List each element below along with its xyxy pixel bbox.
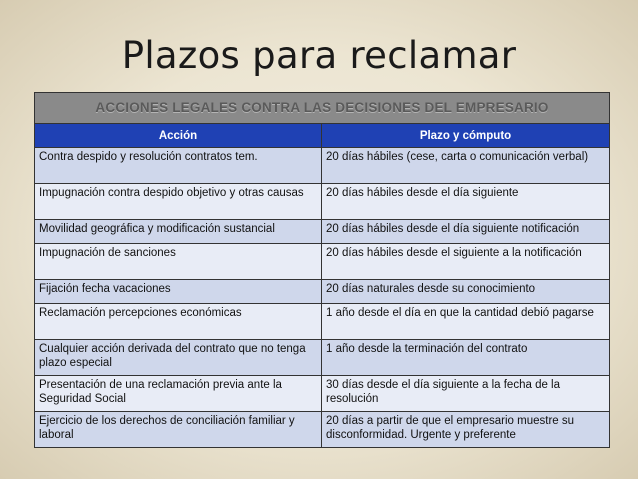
accion-cell: Impugnación de sanciones — [35, 244, 322, 280]
plazo-cell: 1 año desde el día en que la cantidad debió pagarse — [322, 304, 610, 340]
column-header-accion: Acción — [35, 124, 322, 148]
plazo-cell: 20 días hábiles (cese, carta o comunicación verbal) — [322, 148, 610, 184]
plazo-cell: 20 días naturales desde su conocimiento — [322, 280, 610, 304]
accion-cell: Contra despido y resolución contratos tem. — [35, 148, 322, 184]
plazo-cell: 20 días hábiles desde el día siguiente — [322, 184, 610, 220]
table-row — [35, 184, 610, 220]
table-row — [35, 244, 610, 280]
accion-cell: Ejercicio de los derechos de conciliación familiar y laboral — [35, 412, 322, 448]
accion-cell: Impugnación contra despido objetivo y otras causas — [35, 184, 322, 220]
table-row — [35, 376, 610, 412]
accion-cell: Cualquier acción derivada del contrato que no tenga plazo especial — [35, 340, 322, 376]
accion-cell: Presentación de una reclamación previa ante la Seguridad Social — [35, 376, 322, 412]
table-body — [35, 93, 610, 448]
table-row — [35, 280, 610, 304]
plazo-cell: 30 días desde el día siguiente a la fecha de la resolución — [322, 376, 610, 412]
plazo-cell: 1 año desde la terminación del contrato — [322, 340, 610, 376]
table-header-row — [35, 124, 610, 148]
accion-cell: Reclamación percepciones económicas — [35, 304, 322, 340]
table-banner-row — [35, 93, 610, 124]
table-row — [35, 220, 610, 244]
slide-title: Plazos para reclamar — [121, 34, 517, 77]
table-row — [35, 412, 610, 448]
table-row — [35, 304, 610, 340]
accion-cell: Fijación fecha vacaciones — [35, 280, 322, 304]
column-header-plazo: Plazo y cómputo — [322, 124, 610, 148]
plazo-cell: 20 días a partir de que el empresario muestre su disconformidad. Urgente y preferente — [322, 412, 610, 448]
deadlines-table — [34, 92, 610, 448]
accion-cell: Movilidad geográfica y modificación sustancial — [35, 220, 322, 244]
table-banner: ACCIONES LEGALES CONTRA LAS DECISIONES DEL EMPRESARIO — [35, 93, 610, 124]
table-row — [35, 340, 610, 376]
table-row — [35, 148, 610, 184]
plazo-cell: 20 días hábiles desde el siguiente a la notificación — [322, 244, 610, 280]
plazo-cell: 20 días hábiles desde el día siguiente notificación — [322, 220, 610, 244]
